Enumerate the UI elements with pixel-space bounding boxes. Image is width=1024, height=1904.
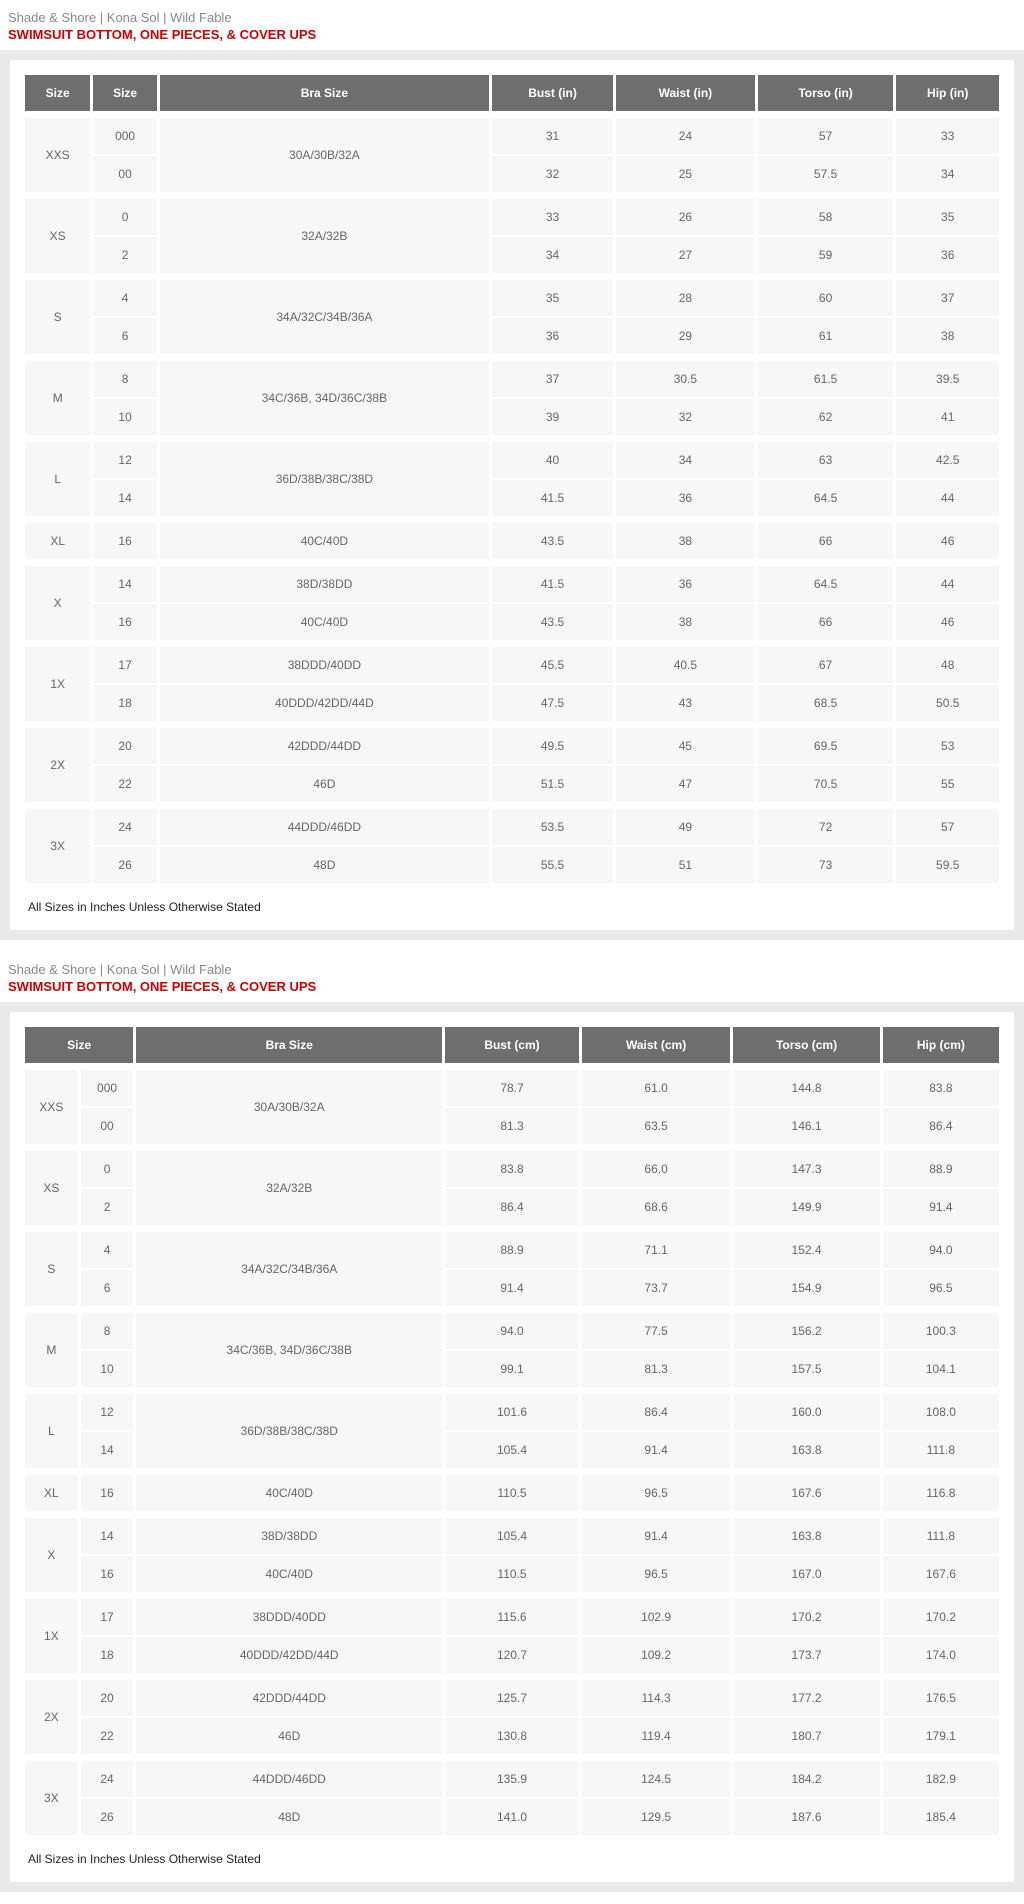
hip-cell: 36 — [895, 236, 1001, 277]
numeric-size-cell: 14 — [92, 479, 158, 520]
numeric-size-cell: 26 — [79, 1798, 135, 1836]
column-header: Bra Size — [158, 74, 490, 115]
bust-cell: 141.0 — [444, 1798, 581, 1836]
numeric-size-cell: 000 — [92, 115, 158, 156]
size-chart-block-cm — [0, 952, 1024, 1892]
bra-size-cell: 40C/40D — [158, 520, 490, 563]
hip-cell: 111.8 — [881, 1515, 1000, 1556]
numeric-size-cell: 22 — [79, 1717, 135, 1758]
size-group-cell: X — [24, 563, 92, 644]
table-row — [24, 1310, 1001, 1351]
table-row — [24, 439, 1001, 480]
bra-size-cell: 44DDD/46DD — [158, 806, 490, 847]
numeric-size-cell: 14 — [79, 1515, 135, 1556]
bust-cell: 41.5 — [490, 563, 614, 604]
bra-size-cell: 40C/40D — [135, 1472, 444, 1515]
column-header: Bust (in) — [490, 74, 614, 115]
table-row — [24, 1229, 1001, 1270]
numeric-size-cell: 0 — [92, 196, 158, 237]
hip-cell: 48 — [895, 644, 1001, 685]
torso-cell: 57 — [756, 115, 895, 156]
numeric-size-cell: 10 — [79, 1350, 135, 1391]
numeric-size-cell: 24 — [79, 1758, 135, 1799]
table-row — [24, 115, 1001, 156]
bra-size-cell: 38D/38DD — [135, 1515, 444, 1556]
torso-cell: 187.6 — [732, 1798, 881, 1836]
hip-cell: 35 — [895, 196, 1001, 237]
hip-cell: 179.1 — [881, 1717, 1000, 1758]
numeric-size-cell: 18 — [79, 1636, 135, 1677]
size-group-cell: XXS — [24, 1067, 80, 1148]
table-row — [24, 277, 1001, 318]
bust-cell: 83.8 — [444, 1148, 581, 1189]
hip-cell: 34 — [895, 155, 1001, 196]
size-group-cell: XL — [24, 520, 92, 563]
bra-size-cell: 34C/36B, 34D/36C/38B — [135, 1310, 444, 1391]
bra-size-cell: 38DDD/40DD — [158, 644, 490, 685]
bust-cell: 101.6 — [444, 1391, 581, 1432]
numeric-size-cell: 17 — [92, 644, 158, 685]
bust-cell: 110.5 — [444, 1555, 581, 1596]
torso-cell: 58 — [756, 196, 895, 237]
size-group-cell: XXS — [24, 115, 92, 196]
bra-size-cell: 34A/32C/34B/36A — [135, 1229, 444, 1310]
hip-cell: 55 — [895, 765, 1001, 806]
waist-cell: 34 — [615, 439, 757, 480]
table-row — [24, 358, 1001, 399]
numeric-size-cell: 8 — [92, 358, 158, 399]
torso-cell: 63 — [756, 439, 895, 480]
bust-cell: 81.3 — [444, 1107, 581, 1148]
torso-cell: 149.9 — [732, 1188, 881, 1229]
waist-cell: 81.3 — [580, 1350, 731, 1391]
waist-cell: 61.0 — [580, 1067, 731, 1108]
hip-cell: 53 — [895, 725, 1001, 766]
bra-size-cell: 36D/38B/38C/38D — [158, 439, 490, 520]
bra-size-cell: 46D — [135, 1717, 444, 1758]
waist-cell: 38 — [615, 520, 757, 563]
bust-cell: 40 — [490, 439, 614, 480]
bust-cell: 55.5 — [490, 846, 614, 884]
torso-cell: 69.5 — [756, 725, 895, 766]
size-chart-block-inches — [0, 0, 1024, 940]
bust-cell: 39 — [490, 398, 614, 439]
numeric-size-cell: 14 — [92, 563, 158, 604]
bra-size-cell: 44DDD/46DD — [135, 1758, 444, 1799]
hip-cell: 59.5 — [895, 846, 1001, 884]
column-header: Torso (cm) — [732, 1026, 881, 1067]
waist-cell: 114.3 — [580, 1677, 731, 1718]
hip-cell: 46 — [895, 520, 1001, 563]
torso-cell: 167.6 — [732, 1472, 881, 1515]
torso-cell: 59 — [756, 236, 895, 277]
column-header: Size — [92, 74, 158, 115]
waist-cell: 26 — [615, 196, 757, 237]
hip-cell: 41 — [895, 398, 1001, 439]
column-header: Waist (in) — [615, 74, 757, 115]
bust-cell: 130.8 — [444, 1717, 581, 1758]
hip-cell: 116.8 — [881, 1472, 1000, 1515]
size-group-cell: M — [24, 1310, 80, 1391]
table-row — [24, 520, 1001, 563]
torso-cell: 72 — [756, 806, 895, 847]
hip-cell: 108.0 — [881, 1391, 1000, 1432]
size-group-cell: 3X — [24, 806, 92, 885]
numeric-size-cell: 4 — [92, 277, 158, 318]
hip-cell: 94.0 — [881, 1229, 1000, 1270]
bust-cell: 105.4 — [444, 1515, 581, 1556]
hip-cell: 182.9 — [881, 1758, 1000, 1799]
bra-size-cell: 40C/40D — [135, 1555, 444, 1596]
chart-titles — [0, 0, 1024, 50]
numeric-size-cell: 16 — [92, 520, 158, 563]
bust-cell: 94.0 — [444, 1310, 581, 1351]
hip-cell: 57 — [895, 806, 1001, 847]
units-footnote: All Sizes in Inches Unless Otherwise Stated — [28, 900, 261, 914]
numeric-size-cell: 20 — [92, 725, 158, 766]
size-group-cell: X — [24, 1515, 80, 1596]
table-row — [24, 1677, 1001, 1718]
torso-cell: 160.0 — [732, 1391, 881, 1432]
hip-cell: 91.4 — [881, 1188, 1000, 1229]
column-header: Size — [24, 74, 92, 115]
bust-cell: 43.5 — [490, 520, 614, 563]
numeric-size-cell: 10 — [92, 398, 158, 439]
table-row — [24, 1391, 1001, 1432]
bra-size-cell: 38DDD/40DD — [135, 1596, 444, 1637]
table-row — [24, 1596, 1001, 1637]
hip-cell: 174.0 — [881, 1636, 1000, 1677]
bra-size-cell: 48D — [158, 846, 490, 884]
hip-cell: 176.5 — [881, 1677, 1000, 1718]
bust-cell: 49.5 — [490, 725, 614, 766]
torso-cell: 184.2 — [732, 1758, 881, 1799]
torso-cell: 70.5 — [756, 765, 895, 806]
bust-cell: 88.9 — [444, 1229, 581, 1270]
torso-cell: 157.5 — [732, 1350, 881, 1391]
numeric-size-cell: 2 — [92, 236, 158, 277]
bust-cell: 35 — [490, 277, 614, 318]
waist-cell: 51 — [615, 846, 757, 884]
waist-cell: 43 — [615, 684, 757, 725]
size-group-cell: 2X — [24, 1677, 80, 1758]
bust-cell: 34 — [490, 236, 614, 277]
torso-cell: 146.1 — [732, 1107, 881, 1148]
numeric-size-cell: 8 — [79, 1310, 135, 1351]
hip-cell: 37 — [895, 277, 1001, 318]
bust-cell: 33 — [490, 196, 614, 237]
waist-cell: 47 — [615, 765, 757, 806]
numeric-size-cell: 16 — [92, 603, 158, 644]
bust-cell: 86.4 — [444, 1188, 581, 1229]
waist-cell: 109.2 — [580, 1636, 731, 1677]
waist-cell: 73.7 — [580, 1269, 731, 1310]
size-table-inches — [22, 72, 1002, 885]
torso-cell: 57.5 — [756, 155, 895, 196]
waist-cell: 91.4 — [580, 1515, 731, 1556]
bust-cell: 31 — [490, 115, 614, 156]
column-header: Torso (in) — [756, 74, 895, 115]
column-header: Hip (in) — [895, 74, 1001, 115]
hip-cell: 44 — [895, 479, 1001, 520]
hip-cell: 96.5 — [881, 1269, 1000, 1310]
bust-cell: 99.1 — [444, 1350, 581, 1391]
torso-cell: 62 — [756, 398, 895, 439]
table-row — [24, 1067, 1001, 1108]
waist-cell: 77.5 — [580, 1310, 731, 1351]
hip-cell: 185.4 — [881, 1798, 1000, 1836]
numeric-size-cell: 17 — [79, 1596, 135, 1637]
hip-cell: 88.9 — [881, 1148, 1000, 1189]
numeric-size-cell: 12 — [79, 1391, 135, 1432]
torso-cell: 144.8 — [732, 1067, 881, 1108]
hip-cell: 86.4 — [881, 1107, 1000, 1148]
bra-size-cell: 40DDD/42DD/44D — [135, 1636, 444, 1677]
bra-size-cell: 30A/30B/32A — [158, 115, 490, 196]
numeric-size-cell: 14 — [79, 1431, 135, 1472]
bra-size-cell: 30A/30B/32A — [135, 1067, 444, 1148]
torso-cell: 173.7 — [732, 1636, 881, 1677]
bust-cell: 110.5 — [444, 1472, 581, 1515]
size-group-cell: M — [24, 358, 92, 439]
waist-cell: 86.4 — [580, 1391, 731, 1432]
size-group-cell: 1X — [24, 644, 92, 725]
waist-cell: 27 — [615, 236, 757, 277]
table-row — [24, 196, 1001, 237]
waist-cell: 91.4 — [580, 1431, 731, 1472]
waist-cell: 124.5 — [580, 1758, 731, 1799]
table-row — [24, 563, 1001, 604]
waist-cell: 29 — [615, 317, 757, 358]
torso-cell: 64.5 — [756, 479, 895, 520]
hip-cell: 33 — [895, 115, 1001, 156]
waist-cell: 119.4 — [580, 1717, 731, 1758]
table-row — [24, 725, 1001, 766]
numeric-size-cell: 12 — [92, 439, 158, 480]
brand-line: Shade & Shore | Kona Sol | Wild Fable — [8, 962, 232, 977]
torso-cell: 66 — [756, 520, 895, 563]
waist-cell: 49 — [615, 806, 757, 847]
table-row — [24, 1636, 1001, 1677]
waist-cell: 36 — [615, 479, 757, 520]
bra-size-cell: 46D — [158, 765, 490, 806]
table-inner-panel — [10, 60, 1014, 930]
bra-size-cell: 48D — [135, 1798, 444, 1836]
size-group-cell: 2X — [24, 725, 92, 806]
hip-cell: 46 — [895, 603, 1001, 644]
numeric-size-cell: 00 — [79, 1107, 135, 1148]
bust-cell: 47.5 — [490, 684, 614, 725]
waist-cell: 129.5 — [580, 1798, 731, 1836]
bra-size-cell: 42DDD/44DD — [135, 1677, 444, 1718]
bust-cell: 45.5 — [490, 644, 614, 685]
waist-cell: 24 — [615, 115, 757, 156]
numeric-size-cell: 16 — [79, 1555, 135, 1596]
torso-cell: 60 — [756, 277, 895, 318]
torso-cell: 67 — [756, 644, 895, 685]
chart-title: SWIMSUIT BOTTOM, ONE PIECES, & COVER UPS — [8, 27, 317, 42]
torso-cell: 66 — [756, 603, 895, 644]
torso-cell: 170.2 — [732, 1596, 881, 1637]
column-header: Bra Size — [135, 1026, 444, 1067]
waist-cell: 30.5 — [615, 358, 757, 399]
table-row — [24, 1148, 1001, 1189]
bust-cell: 78.7 — [444, 1067, 581, 1108]
bra-size-cell: 42DDD/44DD — [158, 725, 490, 766]
size-group-cell: S — [24, 277, 92, 358]
table-row — [24, 684, 1001, 725]
hip-cell: 83.8 — [881, 1067, 1000, 1108]
numeric-size-cell: 6 — [92, 317, 158, 358]
bra-size-cell: 34A/32C/34B/36A — [158, 277, 490, 358]
torso-cell: 163.8 — [732, 1515, 881, 1556]
size-group-cell: XL — [24, 1472, 80, 1515]
torso-cell: 68.5 — [756, 684, 895, 725]
hip-cell: 167.6 — [881, 1555, 1000, 1596]
bra-size-cell: 36D/38B/38C/38D — [135, 1391, 444, 1472]
waist-cell: 45 — [615, 725, 757, 766]
waist-cell: 28 — [615, 277, 757, 318]
numeric-size-cell: 26 — [92, 846, 158, 884]
bust-cell: 105.4 — [444, 1431, 581, 1472]
table-row — [24, 846, 1001, 884]
bra-size-cell: 32A/32B — [158, 196, 490, 277]
bust-cell: 115.6 — [444, 1596, 581, 1637]
size-group-cell: 3X — [24, 1758, 80, 1837]
torso-cell: 152.4 — [732, 1229, 881, 1270]
brand-line: Shade & Shore | Kona Sol | Wild Fable — [8, 10, 232, 25]
table-row — [24, 1515, 1001, 1556]
table-inner-panel — [10, 1012, 1014, 1882]
waist-cell: 96.5 — [580, 1472, 731, 1515]
torso-cell: 73 — [756, 846, 895, 884]
bust-cell: 120.7 — [444, 1636, 581, 1677]
torso-cell: 177.2 — [732, 1677, 881, 1718]
waist-cell: 71.1 — [580, 1229, 731, 1270]
table-row — [24, 1717, 1001, 1758]
chart-title: SWIMSUIT BOTTOM, ONE PIECES, & COVER UPS — [8, 979, 317, 994]
hip-cell: 50.5 — [895, 684, 1001, 725]
hip-cell: 170.2 — [881, 1596, 1000, 1637]
column-header: Waist (cm) — [580, 1026, 731, 1067]
numeric-size-cell: 16 — [79, 1472, 135, 1515]
table-row — [24, 603, 1001, 644]
hip-cell: 38 — [895, 317, 1001, 358]
bra-size-cell: 34C/36B, 34D/36C/38B — [158, 358, 490, 439]
size-group-cell: S — [24, 1229, 80, 1310]
numeric-size-cell: 22 — [92, 765, 158, 806]
table-row — [24, 1472, 1001, 1515]
bust-cell: 125.7 — [444, 1677, 581, 1718]
torso-cell: 156.2 — [732, 1310, 881, 1351]
numeric-size-cell: 4 — [79, 1229, 135, 1270]
bust-cell: 51.5 — [490, 765, 614, 806]
waist-cell: 25 — [615, 155, 757, 196]
bra-size-cell: 38D/38DD — [158, 563, 490, 604]
bust-cell: 53.5 — [490, 806, 614, 847]
waist-cell: 66.0 — [580, 1148, 731, 1189]
chart-titles — [0, 952, 1024, 1002]
size-group-cell: L — [24, 439, 92, 520]
numeric-size-cell: 18 — [92, 684, 158, 725]
hip-cell: 39.5 — [895, 358, 1001, 399]
torso-cell: 147.3 — [732, 1148, 881, 1189]
waist-cell: 68.6 — [580, 1188, 731, 1229]
size-group-cell: XS — [24, 196, 92, 277]
table-row — [24, 765, 1001, 806]
bra-size-cell: 40DDD/42DD/44D — [158, 684, 490, 725]
table-row — [24, 644, 1001, 685]
waist-cell: 38 — [615, 603, 757, 644]
bust-cell: 41.5 — [490, 479, 614, 520]
waist-cell: 102.9 — [580, 1596, 731, 1637]
torso-cell: 64.5 — [756, 563, 895, 604]
torso-cell: 61.5 — [756, 358, 895, 399]
size-table-cm — [22, 1024, 1002, 1837]
torso-cell: 163.8 — [732, 1431, 881, 1472]
table-outer-panel — [0, 1002, 1024, 1892]
bust-cell: 32 — [490, 155, 614, 196]
bust-cell: 36 — [490, 317, 614, 358]
table-row — [24, 1798, 1001, 1836]
numeric-size-cell: 6 — [79, 1269, 135, 1310]
waist-cell: 63.5 — [580, 1107, 731, 1148]
column-header: Hip (cm) — [881, 1026, 1000, 1067]
bust-cell: 43.5 — [490, 603, 614, 644]
torso-cell: 61 — [756, 317, 895, 358]
size-group-cell: 1X — [24, 1596, 80, 1677]
numeric-size-cell: 24 — [92, 806, 158, 847]
hip-cell: 111.8 — [881, 1431, 1000, 1472]
numeric-size-cell: 2 — [79, 1188, 135, 1229]
torso-cell: 180.7 — [732, 1717, 881, 1758]
header-row — [24, 1026, 1001, 1067]
size-group-cell: L — [24, 1391, 80, 1472]
bra-size-cell: 32A/32B — [135, 1148, 444, 1229]
torso-cell: 154.9 — [732, 1269, 881, 1310]
waist-cell: 32 — [615, 398, 757, 439]
bust-cell: 135.9 — [444, 1758, 581, 1799]
table-row — [24, 1758, 1001, 1799]
numeric-size-cell: 0 — [79, 1148, 135, 1189]
torso-cell: 167.0 — [732, 1555, 881, 1596]
hip-cell: 104.1 — [881, 1350, 1000, 1391]
bust-cell: 37 — [490, 358, 614, 399]
numeric-size-cell: 20 — [79, 1677, 135, 1718]
column-header: Bust (cm) — [444, 1026, 581, 1067]
bust-cell: 91.4 — [444, 1269, 581, 1310]
table-row — [24, 806, 1001, 847]
table-row — [24, 1555, 1001, 1596]
hip-cell: 42.5 — [895, 439, 1001, 480]
numeric-size-cell: 000 — [79, 1067, 135, 1108]
units-footnote: All Sizes in Inches Unless Otherwise Stated — [28, 1852, 261, 1866]
size-group-cell: XS — [24, 1148, 80, 1229]
bra-size-cell: 40C/40D — [158, 603, 490, 644]
numeric-size-cell: 00 — [92, 155, 158, 196]
hip-cell: 44 — [895, 563, 1001, 604]
waist-cell: 36 — [615, 563, 757, 604]
table-outer-panel — [0, 50, 1024, 940]
waist-cell: 40.5 — [615, 644, 757, 685]
waist-cell: 96.5 — [580, 1555, 731, 1596]
column-header: Size — [24, 1026, 135, 1067]
hip-cell: 100.3 — [881, 1310, 1000, 1351]
header-row — [24, 74, 1001, 115]
